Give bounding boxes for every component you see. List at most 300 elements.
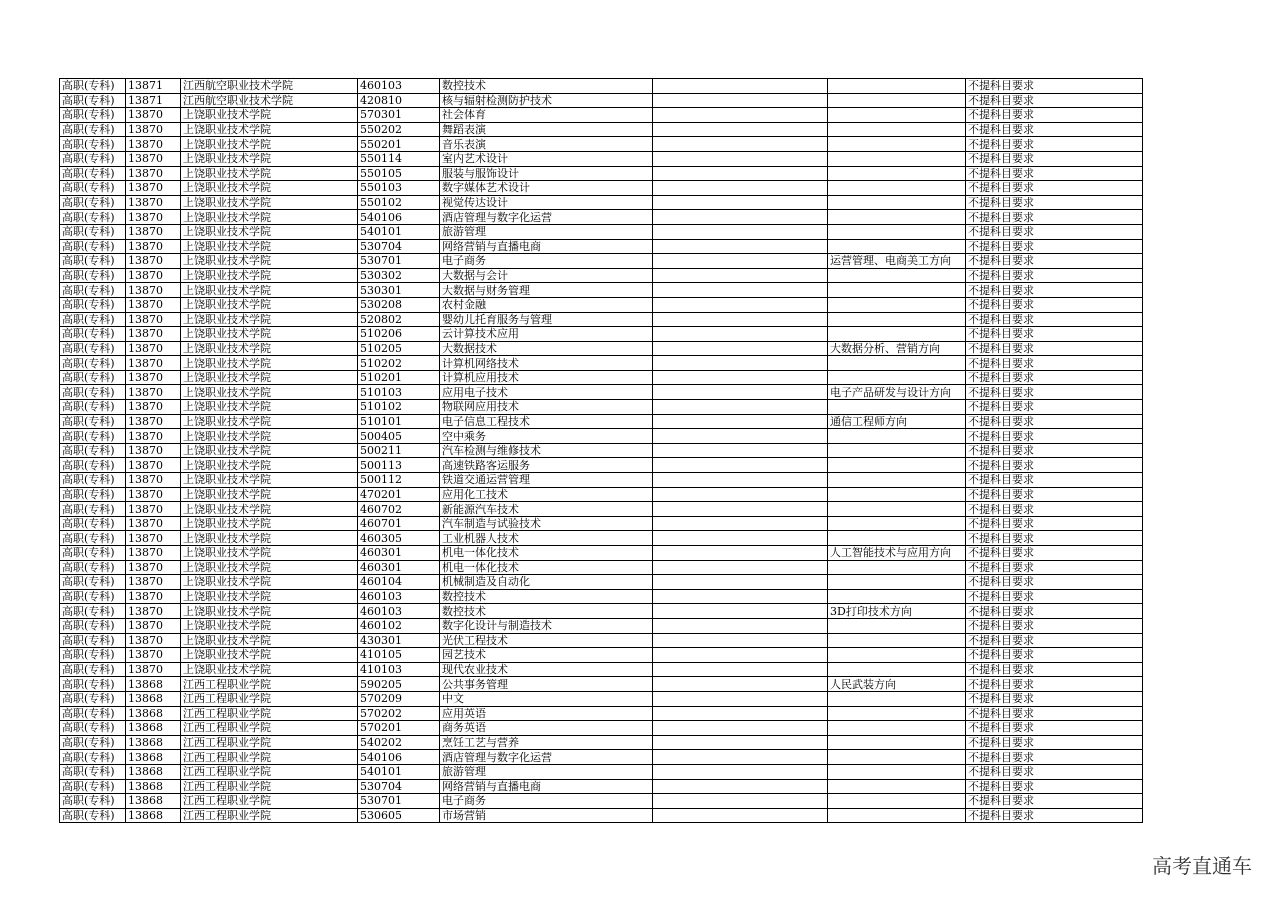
remark-cell — [653, 487, 828, 502]
major-name-cell: 旅游管理 — [440, 764, 653, 779]
school-name-cell: 上饶职业技术学院 — [181, 443, 358, 458]
table-row — [60, 706, 1143, 721]
subject-requirement-cell: 不提科目要求 — [966, 750, 1143, 765]
major-name-cell: 铁道交通运营管理 — [440, 473, 653, 488]
direction-cell — [828, 122, 966, 137]
major-name-cell: 核与辐射检测防护技术 — [440, 93, 653, 108]
table-row — [60, 224, 1143, 239]
subject-requirement-cell: 不提科目要求 — [966, 560, 1143, 575]
direction-cell: 通信工程师方向 — [828, 414, 966, 429]
subject-requirement-cell: 不提科目要求 — [966, 589, 1143, 604]
subject-requirement-cell: 不提科目要求 — [966, 677, 1143, 692]
table-row — [60, 794, 1143, 809]
remark-cell — [653, 297, 828, 312]
school-code-cell: 13870 — [126, 604, 181, 619]
school-name-cell: 上饶职业技术学院 — [181, 181, 358, 196]
remark-cell — [653, 414, 828, 429]
remark-cell — [653, 721, 828, 736]
table-row — [60, 79, 1143, 94]
subject-requirement-cell: 不提科目要求 — [966, 93, 1143, 108]
subject-requirement-cell: 不提科目要求 — [966, 122, 1143, 137]
school-code-cell: 13868 — [126, 779, 181, 794]
school-code-cell: 13868 — [126, 706, 181, 721]
table-row — [60, 691, 1143, 706]
level-cell: 高职(专科) — [60, 224, 126, 239]
major-code-cell: 420810 — [358, 93, 440, 108]
major-code-cell: 530704 — [358, 779, 440, 794]
direction-cell — [828, 779, 966, 794]
subject-requirement-cell: 不提科目要求 — [966, 764, 1143, 779]
table-row — [60, 239, 1143, 254]
table-row — [60, 93, 1143, 108]
school-name-cell: 江西工程职业学院 — [181, 691, 358, 706]
remark-cell — [653, 691, 828, 706]
level-cell: 高职(专科) — [60, 662, 126, 677]
direction-cell — [828, 618, 966, 633]
school-name-cell: 上饶职业技术学院 — [181, 195, 358, 210]
school-code-cell: 13868 — [126, 721, 181, 736]
table-row — [60, 662, 1143, 677]
direction-cell — [828, 283, 966, 298]
direction-cell — [828, 648, 966, 663]
remark-cell — [653, 750, 828, 765]
direction-cell — [828, 166, 966, 181]
school-name-cell: 上饶职业技术学院 — [181, 283, 358, 298]
school-code-cell: 13870 — [126, 283, 181, 298]
school-code-cell: 13870 — [126, 239, 181, 254]
direction-cell — [828, 487, 966, 502]
table-row — [60, 414, 1143, 429]
major-code-cell: 530302 — [358, 268, 440, 283]
level-cell: 高职(专科) — [60, 312, 126, 327]
remark-cell — [653, 633, 828, 648]
remark-cell — [653, 662, 828, 677]
school-code-cell: 13868 — [126, 735, 181, 750]
major-code-cell: 510101 — [358, 414, 440, 429]
school-name-cell: 上饶职业技术学院 — [181, 546, 358, 561]
school-name-cell: 江西工程职业学院 — [181, 808, 358, 823]
major-name-cell: 现代农业技术 — [440, 662, 653, 677]
direction-cell — [828, 297, 966, 312]
direction-cell — [828, 151, 966, 166]
school-code-cell: 13870 — [126, 516, 181, 531]
table-row — [60, 254, 1143, 269]
school-name-cell: 江西工程职业学院 — [181, 721, 358, 736]
table-row — [60, 356, 1143, 371]
remark-cell — [653, 327, 828, 342]
direction-cell — [828, 181, 966, 196]
school-code-cell: 13870 — [126, 589, 181, 604]
table-row — [60, 327, 1143, 342]
major-name-cell: 数控技术 — [440, 604, 653, 619]
direction-cell — [828, 224, 966, 239]
school-name-cell: 江西工程职业学院 — [181, 779, 358, 794]
table-row — [60, 575, 1143, 590]
school-name-cell: 上饶职业技术学院 — [181, 648, 358, 663]
school-code-cell: 13870 — [126, 312, 181, 327]
level-cell: 高职(专科) — [60, 414, 126, 429]
school-name-cell: 上饶职业技术学院 — [181, 224, 358, 239]
table-row — [60, 341, 1143, 356]
direction-cell — [828, 370, 966, 385]
remark-cell — [653, 385, 828, 400]
subject-requirement-cell: 不提科目要求 — [966, 370, 1143, 385]
level-cell: 高职(专科) — [60, 560, 126, 575]
school-name-cell: 江西工程职业学院 — [181, 750, 358, 765]
major-name-cell: 电子信息工程技术 — [440, 414, 653, 429]
direction-cell — [828, 560, 966, 575]
school-name-cell: 上饶职业技术学院 — [181, 166, 358, 181]
major-name-cell: 机电一体化技术 — [440, 560, 653, 575]
table-row — [60, 312, 1143, 327]
remark-cell — [653, 137, 828, 152]
remark-cell — [653, 677, 828, 692]
table-row — [60, 443, 1143, 458]
school-code-cell: 13870 — [126, 268, 181, 283]
school-code-cell: 13870 — [126, 122, 181, 137]
level-cell: 高职(专科) — [60, 210, 126, 225]
school-code-cell: 13870 — [126, 531, 181, 546]
level-cell: 高职(专科) — [60, 458, 126, 473]
school-code-cell: 13870 — [126, 443, 181, 458]
table-row — [60, 779, 1143, 794]
table-row — [60, 268, 1143, 283]
table-row — [60, 151, 1143, 166]
school-code-cell: 13870 — [126, 546, 181, 561]
table-row — [60, 297, 1143, 312]
major-code-cell: 500112 — [358, 473, 440, 488]
direction-cell: 人民武装方向 — [828, 677, 966, 692]
major-name-cell: 婴幼儿托育服务与管理 — [440, 312, 653, 327]
level-cell: 高职(专科) — [60, 385, 126, 400]
major-name-cell: 舞蹈表演 — [440, 122, 653, 137]
subject-requirement-cell: 不提科目要求 — [966, 400, 1143, 415]
subject-requirement-cell: 不提科目要求 — [966, 385, 1143, 400]
major-code-cell: 510102 — [358, 400, 440, 415]
major-name-cell: 园艺技术 — [440, 648, 653, 663]
subject-requirement-cell: 不提科目要求 — [966, 224, 1143, 239]
level-cell: 高职(专科) — [60, 648, 126, 663]
major-code-cell: 570209 — [358, 691, 440, 706]
direction-cell — [828, 210, 966, 225]
school-name-cell: 上饶职业技术学院 — [181, 589, 358, 604]
major-name-cell: 市场营销 — [440, 808, 653, 823]
level-cell: 高职(专科) — [60, 327, 126, 342]
major-name-cell: 大数据技术 — [440, 341, 653, 356]
school-code-cell: 13868 — [126, 764, 181, 779]
level-cell: 高职(专科) — [60, 297, 126, 312]
school-code-cell: 13870 — [126, 473, 181, 488]
table-row — [60, 122, 1143, 137]
level-cell: 高职(专科) — [60, 677, 126, 692]
school-code-cell: 13870 — [126, 487, 181, 502]
level-cell: 高职(专科) — [60, 808, 126, 823]
subject-requirement-cell: 不提科目要求 — [966, 502, 1143, 517]
subject-requirement-cell: 不提科目要求 — [966, 706, 1143, 721]
subject-requirement-cell: 不提科目要求 — [966, 181, 1143, 196]
school-code-cell: 13870 — [126, 181, 181, 196]
school-code-cell: 13871 — [126, 93, 181, 108]
major-code-cell: 570201 — [358, 721, 440, 736]
table-row — [60, 764, 1143, 779]
level-cell: 高职(专科) — [60, 618, 126, 633]
major-name-cell: 电子商务 — [440, 794, 653, 809]
subject-requirement-cell: 不提科目要求 — [966, 779, 1143, 794]
remark-cell — [653, 764, 828, 779]
school-name-cell: 上饶职业技术学院 — [181, 370, 358, 385]
major-code-cell: 510206 — [358, 327, 440, 342]
school-name-cell: 上饶职业技术学院 — [181, 487, 358, 502]
school-name-cell: 上饶职业技术学院 — [181, 473, 358, 488]
level-cell: 高职(专科) — [60, 370, 126, 385]
direction-cell — [828, 195, 966, 210]
remark-cell — [653, 531, 828, 546]
major-name-cell: 数控技术 — [440, 589, 653, 604]
direction-cell: 运营管理、电商美工方向 — [828, 254, 966, 269]
major-name-cell: 公共事务管理 — [440, 677, 653, 692]
school-name-cell: 上饶职业技术学院 — [181, 429, 358, 444]
remark-cell — [653, 181, 828, 196]
remark-cell — [653, 239, 828, 254]
level-cell: 高职(专科) — [60, 254, 126, 269]
direction-cell — [828, 750, 966, 765]
table-row — [60, 385, 1143, 400]
school-code-cell: 13870 — [126, 414, 181, 429]
major-code-cell: 520802 — [358, 312, 440, 327]
level-cell: 高职(专科) — [60, 721, 126, 736]
major-code-cell: 540202 — [358, 735, 440, 750]
table-row — [60, 808, 1143, 823]
major-code-cell: 550102 — [358, 195, 440, 210]
major-name-cell: 数字化设计与制造技术 — [440, 618, 653, 633]
school-code-cell: 13870 — [126, 166, 181, 181]
major-name-cell: 汽车制造与试验技术 — [440, 516, 653, 531]
remark-cell — [653, 356, 828, 371]
subject-requirement-cell: 不提科目要求 — [966, 531, 1143, 546]
school-code-cell: 13871 — [126, 79, 181, 94]
remark-cell — [653, 648, 828, 663]
subject-requirement-cell: 不提科目要求 — [966, 546, 1143, 561]
major-name-cell: 工业机器人技术 — [440, 531, 653, 546]
remark-cell — [653, 618, 828, 633]
subject-requirement-cell: 不提科目要求 — [966, 254, 1143, 269]
direction-cell — [828, 794, 966, 809]
level-cell: 高职(专科) — [60, 93, 126, 108]
level-cell: 高职(专科) — [60, 283, 126, 298]
major-name-cell: 云计算技术应用 — [440, 327, 653, 342]
remark-cell — [653, 166, 828, 181]
school-code-cell: 13868 — [126, 794, 181, 809]
subject-requirement-cell: 不提科目要求 — [966, 341, 1143, 356]
major-code-cell: 500211 — [358, 443, 440, 458]
direction-cell: 3D打印技术方向 — [828, 604, 966, 619]
school-code-cell: 13870 — [126, 224, 181, 239]
subject-requirement-cell: 不提科目要求 — [966, 356, 1143, 371]
direction-cell — [828, 721, 966, 736]
table-row — [60, 181, 1143, 196]
direction-cell — [828, 502, 966, 517]
remark-cell — [653, 502, 828, 517]
level-cell: 高职(专科) — [60, 487, 126, 502]
school-name-cell: 上饶职业技术学院 — [181, 618, 358, 633]
subject-requirement-cell: 不提科目要求 — [966, 691, 1143, 706]
major-name-cell: 汽车检测与维修技术 — [440, 443, 653, 458]
major-code-cell: 540106 — [358, 750, 440, 765]
remark-cell — [653, 210, 828, 225]
table-row — [60, 166, 1143, 181]
school-name-cell: 上饶职业技术学院 — [181, 137, 358, 152]
school-code-cell: 13870 — [126, 210, 181, 225]
school-code-cell: 13870 — [126, 385, 181, 400]
major-name-cell: 网络营销与直播电商 — [440, 239, 653, 254]
subject-requirement-cell: 不提科目要求 — [966, 239, 1143, 254]
school-name-cell: 上饶职业技术学院 — [181, 254, 358, 269]
direction-cell — [828, 633, 966, 648]
table-row — [60, 210, 1143, 225]
remark-cell — [653, 224, 828, 239]
major-code-cell: 570202 — [358, 706, 440, 721]
major-code-cell: 470201 — [358, 487, 440, 502]
table-row — [60, 487, 1143, 502]
table-row — [60, 648, 1143, 663]
direction-cell — [828, 662, 966, 677]
school-name-cell: 上饶职业技术学院 — [181, 327, 358, 342]
school-name-cell: 上饶职业技术学院 — [181, 151, 358, 166]
remark-cell — [653, 93, 828, 108]
remark-cell — [653, 400, 828, 415]
major-code-cell: 590205 — [358, 677, 440, 692]
major-code-cell: 500113 — [358, 458, 440, 473]
remark-cell — [653, 706, 828, 721]
subject-requirement-cell: 不提科目要求 — [966, 633, 1143, 648]
level-cell: 高职(专科) — [60, 122, 126, 137]
major-code-cell: 530701 — [358, 254, 440, 269]
subject-requirement-cell: 不提科目要求 — [966, 327, 1143, 342]
remark-cell — [653, 589, 828, 604]
table-row — [60, 589, 1143, 604]
subject-requirement-cell: 不提科目要求 — [966, 443, 1143, 458]
table-row — [60, 546, 1143, 561]
level-cell: 高职(专科) — [60, 516, 126, 531]
enrollment-table — [59, 78, 1143, 823]
level-cell: 高职(专科) — [60, 575, 126, 590]
major-code-cell: 550103 — [358, 181, 440, 196]
level-cell: 高职(专科) — [60, 750, 126, 765]
school-code-cell: 13870 — [126, 662, 181, 677]
major-code-cell: 530605 — [358, 808, 440, 823]
major-name-cell: 大数据与会计 — [440, 268, 653, 283]
subject-requirement-cell: 不提科目要求 — [966, 473, 1143, 488]
subject-requirement-cell: 不提科目要求 — [966, 662, 1143, 677]
direction-cell — [828, 400, 966, 415]
remark-cell — [653, 546, 828, 561]
subject-requirement-cell: 不提科目要求 — [966, 297, 1143, 312]
direction-cell — [828, 735, 966, 750]
school-name-cell: 上饶职业技术学院 — [181, 502, 358, 517]
school-name-cell: 上饶职业技术学院 — [181, 516, 358, 531]
school-code-cell: 13870 — [126, 297, 181, 312]
major-name-cell: 应用英语 — [440, 706, 653, 721]
remark-cell — [653, 122, 828, 137]
table-row — [60, 735, 1143, 750]
table-row — [60, 458, 1143, 473]
level-cell: 高职(专科) — [60, 546, 126, 561]
table-row — [60, 721, 1143, 736]
major-code-cell: 410103 — [358, 662, 440, 677]
major-code-cell: 570301 — [358, 108, 440, 123]
major-name-cell: 数控技术 — [440, 79, 653, 94]
direction-cell — [828, 764, 966, 779]
level-cell: 高职(专科) — [60, 181, 126, 196]
direction-cell — [828, 312, 966, 327]
level-cell: 高职(专科) — [60, 268, 126, 283]
level-cell: 高职(专科) — [60, 356, 126, 371]
remark-cell — [653, 195, 828, 210]
remark-cell — [653, 370, 828, 385]
school-code-cell: 13870 — [126, 137, 181, 152]
major-name-cell: 高速铁路客运服务 — [440, 458, 653, 473]
major-code-cell: 460702 — [358, 502, 440, 517]
major-code-cell: 460103 — [358, 604, 440, 619]
school-code-cell: 13868 — [126, 677, 181, 692]
table-row — [60, 502, 1143, 517]
level-cell: 高职(专科) — [60, 531, 126, 546]
school-code-cell: 13870 — [126, 370, 181, 385]
major-code-cell: 540101 — [358, 764, 440, 779]
table-row — [60, 195, 1143, 210]
major-name-cell: 商务英语 — [440, 721, 653, 736]
subject-requirement-cell: 不提科目要求 — [966, 268, 1143, 283]
table-row — [60, 108, 1143, 123]
direction-cell — [828, 589, 966, 604]
major-code-cell: 510103 — [358, 385, 440, 400]
level-cell: 高职(专科) — [60, 239, 126, 254]
subject-requirement-cell: 不提科目要求 — [966, 794, 1143, 809]
school-name-cell: 江西工程职业学院 — [181, 794, 358, 809]
table-row — [60, 370, 1143, 385]
level-cell: 高职(专科) — [60, 473, 126, 488]
direction-cell — [828, 575, 966, 590]
subject-requirement-cell: 不提科目要求 — [966, 151, 1143, 166]
level-cell: 高职(专科) — [60, 79, 126, 94]
major-name-cell: 应用电子技术 — [440, 385, 653, 400]
major-name-cell: 中文 — [440, 691, 653, 706]
major-name-cell: 农村金融 — [440, 297, 653, 312]
school-name-cell: 上饶职业技术学院 — [181, 108, 358, 123]
level-cell: 高职(专科) — [60, 429, 126, 444]
direction-cell — [828, 808, 966, 823]
major-name-cell: 音乐表演 — [440, 137, 653, 152]
major-code-cell: 460104 — [358, 575, 440, 590]
school-code-cell: 13870 — [126, 341, 181, 356]
subject-requirement-cell: 不提科目要求 — [966, 721, 1143, 736]
school-code-cell: 13868 — [126, 808, 181, 823]
school-code-cell: 13870 — [126, 618, 181, 633]
major-name-cell: 大数据与财务管理 — [440, 283, 653, 298]
major-code-cell: 530208 — [358, 297, 440, 312]
level-cell: 高职(专科) — [60, 151, 126, 166]
major-code-cell: 500405 — [358, 429, 440, 444]
level-cell: 高职(专科) — [60, 166, 126, 181]
table-row — [60, 283, 1143, 298]
remark-cell — [653, 108, 828, 123]
major-name-cell: 网络营销与直播电商 — [440, 779, 653, 794]
direction-cell — [828, 531, 966, 546]
table-row — [60, 516, 1143, 531]
school-code-cell: 13870 — [126, 560, 181, 575]
table-row — [60, 473, 1143, 488]
school-code-cell: 13870 — [126, 502, 181, 517]
